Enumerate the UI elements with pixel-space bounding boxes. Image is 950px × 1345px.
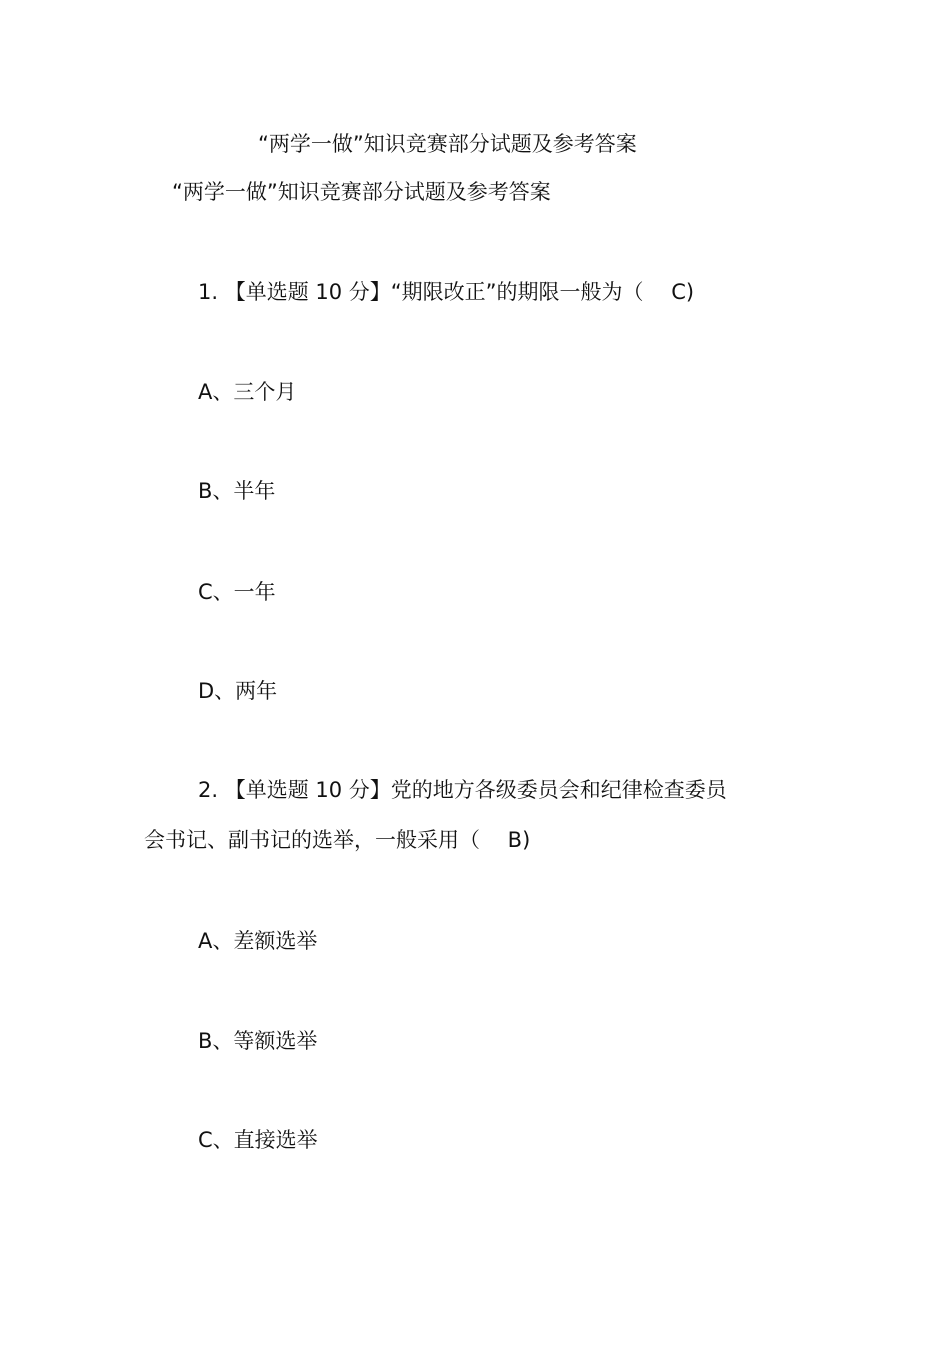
question-2-stem-line-2: 会书记、副书记的选举，一般采用（ B) [144, 828, 531, 852]
question-1-stem: 1. 【单选题 10 分】“期限改正”的期限一般为（ C) [198, 280, 695, 304]
question-2-stem-line-1: 2. 【单选题 10 分】党的地方各级委员会和纪律检查委员 [198, 778, 727, 802]
question-2-option-b: B、等额选举 [198, 1029, 318, 1053]
question-2-option-c: C、直接选举 [198, 1128, 318, 1152]
page-title: “两学一做”知识竞赛部分试题及参考答案 [258, 132, 637, 156]
question-1-option-d: D、两年 [198, 679, 278, 703]
question-1-option-b: B、半年 [198, 479, 276, 503]
question-1-option-c: C、一年 [198, 580, 276, 604]
question-1-option-a: A、三个月 [198, 380, 297, 404]
question-2-option-a: A、差额选举 [198, 929, 318, 953]
page-subtitle: “两学一做”知识竞赛部分试题及参考答案 [172, 180, 551, 204]
